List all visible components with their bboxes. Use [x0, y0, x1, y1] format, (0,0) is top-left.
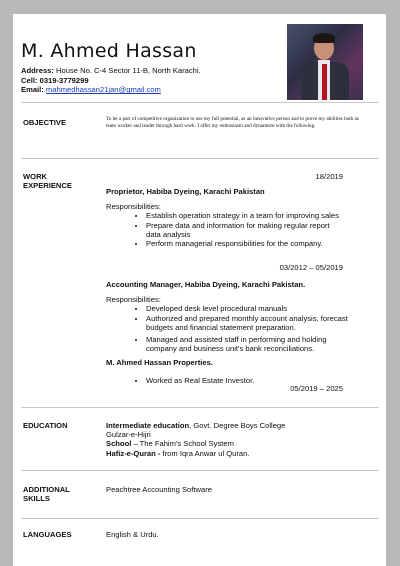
contact-block [21, 66, 201, 95]
candidate-name: M. Ahmed Hassan [21, 40, 197, 62]
job-title: Accounting Manager, Habiba Dyeing, Karachi Pakistan. [106, 280, 306, 289]
list-item: • Worked as Real Estate Investor. [146, 376, 356, 385]
divider [21, 102, 379, 103]
list-item: • Authorized and prepared monthly account analysis, forecast budgets and financial statement preparation. [146, 314, 356, 332]
list-item: • Prepare data and information for making regular report data analysis [146, 221, 346, 239]
skills-value: Peachtree Accounting Software [106, 485, 212, 494]
education-line: School – The Fahim's School System [106, 439, 234, 449]
education-label: EDUCATION [23, 421, 68, 430]
responsibilities-list [106, 211, 346, 248]
email-line [21, 85, 201, 95]
job-entry [106, 187, 346, 248]
skills-label: ADDITIONAL SKILLS [23, 485, 70, 503]
job-date: 18/2019 [315, 172, 343, 181]
email-link[interactable]: mahmedhassan21jan@gmail.com [45, 85, 161, 95]
experience-label: WORK EXPERIENCE [23, 172, 72, 190]
responsibilities-list [106, 304, 356, 353]
email-label: Email: [21, 85, 44, 95]
education-line: Intermediate education, Govt. Degree Boys College [106, 421, 286, 430]
cell-label: Cell: [21, 75, 38, 85]
address-line [21, 66, 201, 76]
profile-photo [287, 24, 363, 100]
job-date-range: 05/2019 – 2025 [290, 384, 343, 393]
divider [21, 407, 379, 408]
job-entry [106, 280, 356, 385]
job-title: Proprietor, Habiba Dyeing, Karachi Pakistan [106, 187, 265, 196]
education-line: Hafiz-e-Quran - from Iqra Anwar ul Quran. [106, 448, 250, 458]
languages-value: English & Urdu. [106, 530, 159, 539]
responsibilities-label: Responsibilities: [106, 202, 161, 212]
address-label: Address: [21, 66, 54, 75]
cell-line [21, 76, 201, 86]
address-value: House No. C-4 Sector 11-B, North Karachi. [56, 66, 201, 75]
resume-page [13, 14, 386, 566]
list-item: • Perform managerial responsibilities for the company. [146, 239, 346, 248]
cell-value: 0319-3779299 [39, 75, 89, 85]
objective-text: To be a part of competitive organization to use my full potential, as an innovative person and to prove my abilities both as team worker and leader through hard work. I offer my enthusiasm and dynamism with the following. [106, 116, 359, 129]
languages-label: LANGUAGES [23, 530, 72, 539]
divider [21, 518, 379, 519]
education-block [106, 421, 356, 458]
objective-label: OBJECTIVE [23, 118, 67, 127]
responsibilities-label: Responsibilities: [106, 295, 161, 305]
divider [21, 158, 379, 159]
divider [21, 470, 379, 471]
list-item: • Establish operation strategy in a team for improving sales [146, 211, 346, 220]
job-title: M. Ahmed Hassan Properties. [106, 358, 213, 368]
list-item: • Managed and assisted staff in performing and holding company and business unit's bank reconciliations. [146, 335, 356, 353]
list-item: • Developed desk level procedural manuals [146, 304, 356, 313]
job-date-range: 03/2012 – 05/2019 [279, 263, 343, 272]
education-line: Gulzar-e-Hijri [106, 430, 151, 440]
